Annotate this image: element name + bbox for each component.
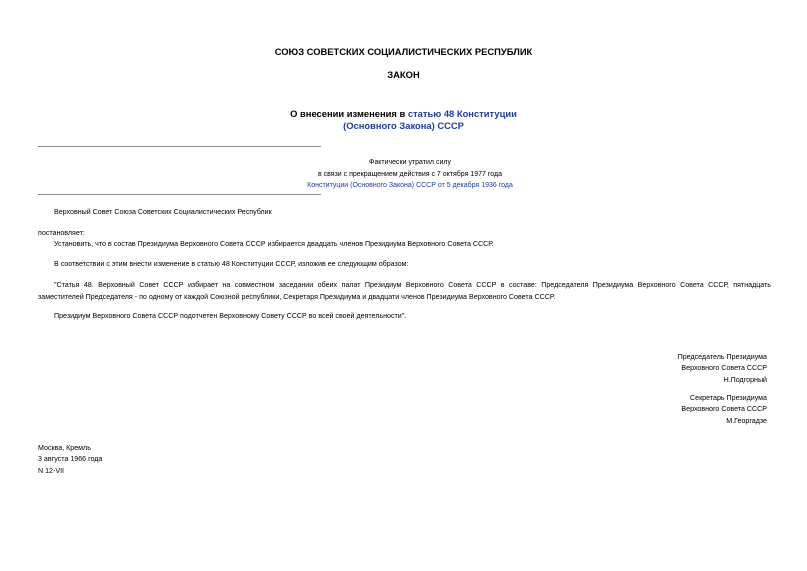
article-48-text [38,280,771,303]
signature-chairman [678,352,767,386]
secretary-role2: Верховного Совета СССР [681,405,767,414]
divider-bottom [38,194,321,195]
chairman-role2: Верховного Совета СССР [681,364,767,373]
document-number: N 12-VII [38,466,65,475]
resolves: постановляет: [38,229,85,237]
document-type: ЗАКОН [387,69,420,80]
status-note [300,157,520,192]
place-and-date [38,443,102,477]
date: 3 августа 1966 года [38,455,103,464]
status-note-line1: Фактически утратил силу [369,159,451,166]
paragraph-establish: Установить, что в состав Президиума Верховного Совета СССР избирается двадцать членов Президиума Верховного Совета СССР. [54,240,494,248]
document-title [0,108,807,132]
divider-top [38,146,321,147]
title-prefix: О внесении изменения в [290,108,408,119]
signature-secretary [681,393,767,427]
union-header: СОЮЗ СОВЕТСКИХ СОЦИАЛИСТИЧЕСКИХ РЕСПУБЛИК [274,46,533,57]
chairman-name: Н.Подгорный [723,375,767,384]
title-link-article[interactable]: статью 48 Конституции [407,108,517,119]
status-note-line2: в связи с прекращением действия с 7 октября 1977 года [318,170,502,178]
chairman-role1: Председатель Президиума [677,353,767,361]
paragraph-amend: В соответствии с этим внести изменение в статью 48 Конституции СССР, изложив ее следующим образом: [54,260,409,268]
secretary-role1: Секретарь Президиума [690,394,767,402]
title-link-constitution[interactable]: (Основного Закона) СССР [343,120,464,131]
paragraph-accountability: Президиум Верховного Совета СССР подотчетен Верховному Совету СССР во всей своей деятельности". [54,312,407,320]
article-48-line1: "Статья 48. Верховный Совет СССР избирает на совместном заседании обеих палат Президиум Верховного Совета СССР в составе: Председателя Президиума Верховного Совета СССР, пятнадцать [54,281,771,289]
place: Москва, Кремль [38,444,91,452]
secretary-name: М.Георгадзе [726,416,767,425]
article-48-line2: заместителей Председателя - по одному от каждой Союзной республики, Секретаря Президиума и двадцати членов Президиума Верховного Совета СССР. [38,292,556,301]
preamble: Верховный Совет Союза Советских Социалистических Республик [54,208,272,216]
status-note-link[interactable]: Конституции (Основного Закона) СССР от 5 декабря 1936 года [307,182,513,189]
